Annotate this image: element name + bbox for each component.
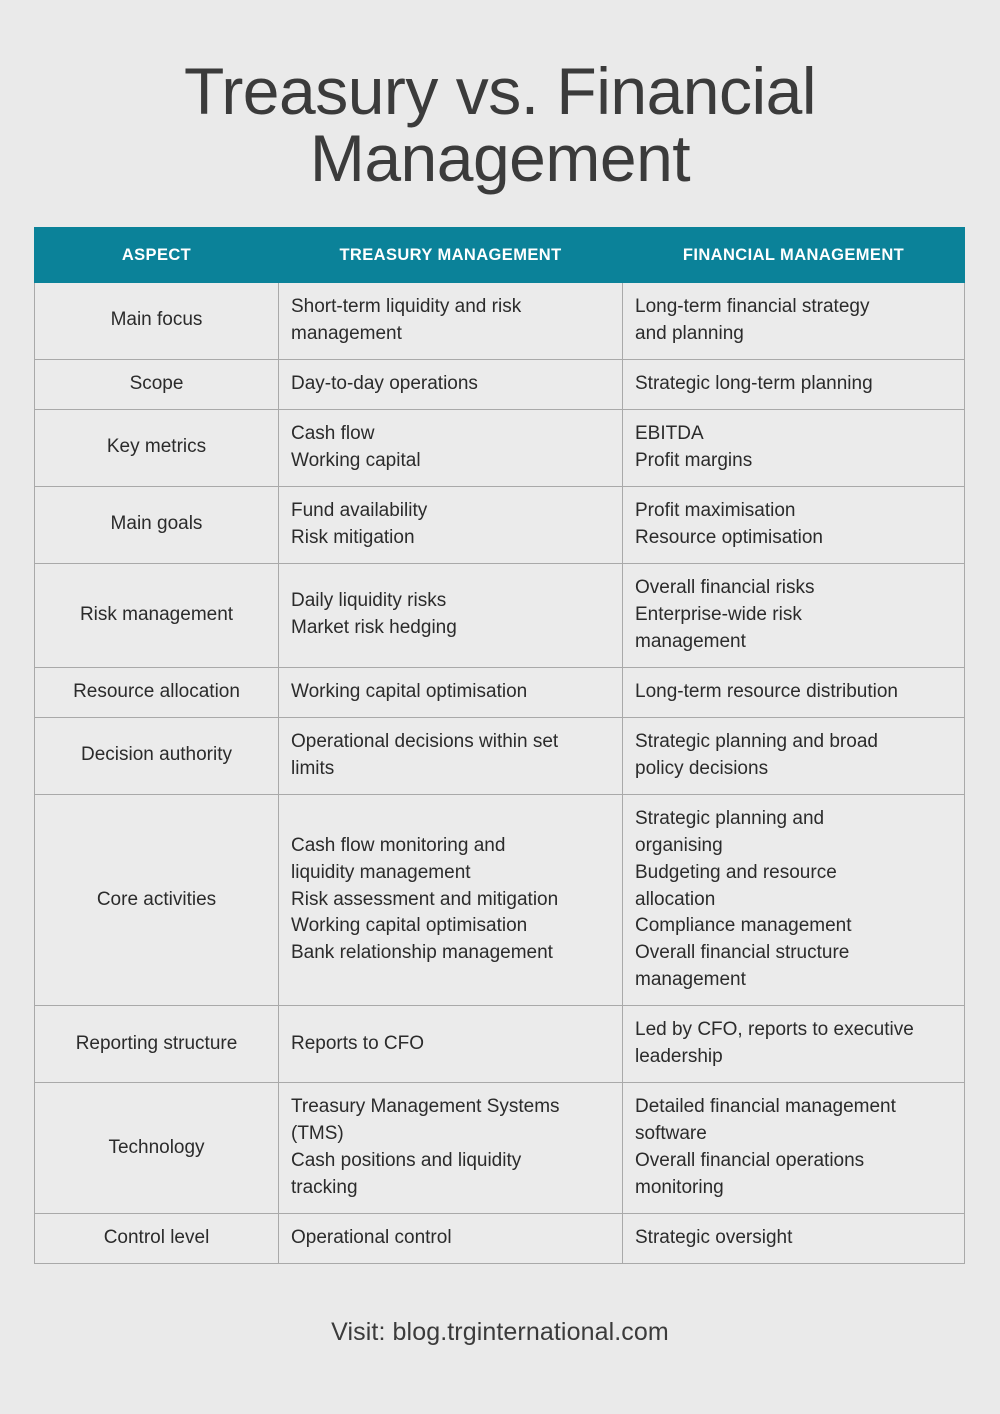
cell-line: and planning xyxy=(635,322,744,344)
comparison-table xyxy=(34,227,965,1264)
cell-aspect: Main focus xyxy=(35,283,279,360)
cell-treasury xyxy=(279,1214,623,1264)
cell-line: Fund availability xyxy=(291,499,428,521)
cell-line: limits xyxy=(291,757,335,779)
cell-line: Cash flow xyxy=(291,422,375,444)
table-row xyxy=(35,1006,965,1083)
cell-treasury xyxy=(279,1006,623,1083)
cell-line: Budgeting and resource xyxy=(635,861,837,883)
cell-line: Working capital optimisation xyxy=(291,680,528,702)
cell-treasury xyxy=(279,486,623,563)
cell-line: management xyxy=(291,322,402,344)
table-row xyxy=(35,283,965,360)
cell-line: Strategic long-term planning xyxy=(635,372,873,394)
table-row xyxy=(35,359,965,409)
cell-line: Risk assessment and mitigation xyxy=(291,888,559,910)
cell-line: allocation xyxy=(635,888,716,910)
column-header-aspect: ASPECT xyxy=(35,228,279,283)
cell-line: Profit margins xyxy=(635,449,753,471)
cell-line: Cash flow monitoring and xyxy=(291,834,506,856)
table-row xyxy=(35,794,965,1006)
cell-line: software xyxy=(635,1123,707,1145)
cell-financial xyxy=(623,794,965,1006)
cell-aspect: Risk management xyxy=(35,563,279,667)
cell-treasury xyxy=(279,1083,623,1214)
table-header-row xyxy=(35,228,965,283)
cell-aspect: Key metrics xyxy=(35,409,279,486)
cell-financial xyxy=(623,359,965,409)
cell-line: policy decisions xyxy=(635,757,769,779)
cell-line: Bank relationship management xyxy=(291,942,553,964)
cell-line: Risk mitigation xyxy=(291,526,415,548)
cell-line: Daily liquidity risks xyxy=(291,590,447,612)
cell-line: Profit maximisation xyxy=(635,499,796,521)
cell-line: Long-term resource distribution xyxy=(635,680,898,702)
cell-line: Day-to-day operations xyxy=(291,372,478,394)
cell-line: Overall financial operations xyxy=(635,1150,865,1172)
cell-financial xyxy=(623,486,965,563)
cell-aspect: Reporting structure xyxy=(35,1006,279,1083)
cell-financial xyxy=(623,1214,965,1264)
cell-line: Detailed financial management xyxy=(635,1096,896,1118)
page-title-line-2: Management xyxy=(309,121,691,196)
cell-line: Operational control xyxy=(291,1227,452,1249)
table-row xyxy=(35,486,965,563)
cell-aspect: Main goals xyxy=(35,486,279,563)
cell-treasury xyxy=(279,717,623,794)
cell-aspect: Core activities xyxy=(35,794,279,1006)
cell-line: Cash positions and liquidity xyxy=(291,1150,522,1172)
cell-line: organising xyxy=(635,834,723,856)
cell-aspect: Control level xyxy=(35,1214,279,1264)
cell-line: Resource optimisation xyxy=(635,526,823,548)
cell-financial xyxy=(623,409,965,486)
cell-financial xyxy=(623,283,965,360)
cell-treasury xyxy=(279,667,623,717)
cell-line: Overall financial structure xyxy=(635,942,850,964)
cell-line: Compliance management xyxy=(635,915,852,937)
column-header-treasury: TREASURY MANAGEMENT xyxy=(279,228,623,283)
cell-financial xyxy=(623,667,965,717)
page-title-line-1: Treasury vs. Financial xyxy=(183,54,817,128)
cell-line: Working capital xyxy=(291,449,421,471)
footer-visit-link[interactable]: Visit: blog.trginternational.com xyxy=(331,1318,669,1346)
cell-financial xyxy=(623,1006,965,1083)
cell-line: Reports to CFO xyxy=(291,1032,425,1054)
table-row xyxy=(35,409,965,486)
table-body xyxy=(35,283,965,1264)
cell-line: Overall financial risks xyxy=(635,576,815,598)
cell-line: Enterprise-wide risk xyxy=(635,603,802,625)
cell-line: Strategic planning and broad xyxy=(635,730,878,752)
cell-line: Operational decisions within set xyxy=(291,730,559,752)
cell-treasury xyxy=(279,283,623,360)
table-row xyxy=(35,667,965,717)
column-header-financial: FINANCIAL MANAGEMENT xyxy=(623,228,965,283)
table-row xyxy=(35,1083,965,1214)
table-header xyxy=(35,228,965,283)
cell-line: Strategic oversight xyxy=(635,1227,793,1249)
cell-treasury xyxy=(279,359,623,409)
cell-treasury xyxy=(279,409,623,486)
cell-line: Led by CFO, reports to executive xyxy=(635,1019,914,1041)
cell-line: Short-term liquidity and risk xyxy=(291,296,522,317)
cell-financial xyxy=(623,1083,965,1214)
cell-line: tracking xyxy=(291,1177,358,1199)
cell-line: Strategic planning and xyxy=(635,807,825,829)
cell-financial xyxy=(623,563,965,667)
cell-line: management xyxy=(635,630,746,652)
cell-line: EBITDA xyxy=(635,422,704,444)
cell-aspect: Technology xyxy=(35,1083,279,1214)
comparison-table-container xyxy=(34,227,964,1264)
table-row xyxy=(35,563,965,667)
cell-line: leadership xyxy=(635,1046,723,1068)
cell-line: Market risk hedging xyxy=(291,617,457,639)
cell-line: Long-term financial strategy xyxy=(635,296,870,317)
cell-line: monitoring xyxy=(635,1177,724,1199)
page-title xyxy=(60,54,940,196)
cell-treasury xyxy=(279,794,623,1006)
cell-line: liquidity management xyxy=(291,861,471,883)
cell-line: Working capital optimisation xyxy=(291,915,528,937)
table-row xyxy=(35,717,965,794)
cell-line: (TMS) xyxy=(291,1123,344,1145)
cell-line: Treasury Management Systems xyxy=(291,1096,560,1118)
cell-aspect: Decision authority xyxy=(35,717,279,794)
table-row xyxy=(35,1214,965,1264)
cell-treasury xyxy=(279,563,623,667)
cell-aspect: Scope xyxy=(35,359,279,409)
cell-line: management xyxy=(635,969,746,991)
cell-aspect: Resource allocation xyxy=(35,667,279,717)
cell-financial xyxy=(623,717,965,794)
